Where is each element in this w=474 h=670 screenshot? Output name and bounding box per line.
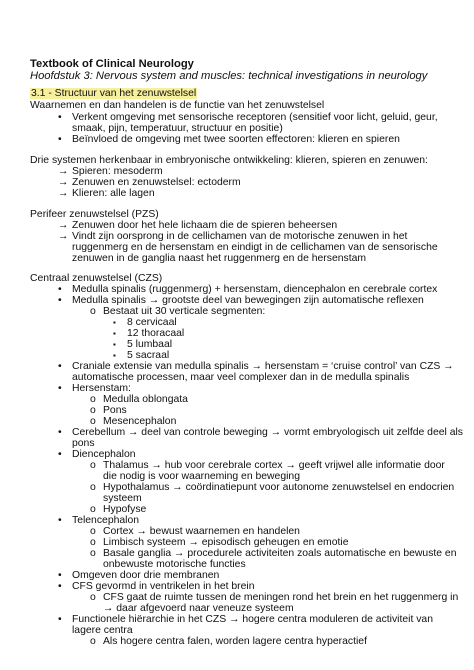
list-item: Hypofyse	[103, 504, 147, 515]
intro-text: Waarnemen en dan handelen is de functie van het zenuwstelsel	[30, 100, 325, 111]
paragraph: Perifeer zenuwstelsel (PZS)	[30, 209, 159, 220]
arrow-bullet-icon: →	[58, 220, 69, 231]
list-item: Verkent omgeving met sensorische receptoren (sensitief voor licht, geluid, geur,	[72, 112, 438, 123]
list-item: 8 cervicaal	[127, 317, 177, 328]
bullet-icon: •	[58, 383, 62, 394]
bullet-icon: •	[58, 112, 62, 123]
bullet-icon: •	[58, 361, 62, 372]
bullet-icon: •	[58, 427, 62, 438]
list-item: Diencephalon	[72, 449, 136, 460]
list-item: Thalamus → hub voor cerebrale cortex → geeft vrijwel alle informatie door	[103, 460, 445, 471]
bullet-icon: •	[58, 134, 62, 145]
list-item: Beïnvloed de omgeving met twee soorten effectoren: klieren en spieren	[72, 134, 400, 145]
paragraph: Centraal zenuwstelsel (CZS)	[30, 273, 163, 284]
list-item: CFS gaat de ruimte tussen de meningen rond het brein en het ruggenmerg in	[103, 592, 459, 603]
list-item: Bestaat uit 30 verticale segmenten:	[103, 306, 266, 317]
list-item-continuation: → daar afgevoerd naar veneuze systeem	[103, 603, 294, 614]
list-item: Medulla spinalis → grootste deel van bewegingen zijn automatische reflexen	[72, 295, 424, 306]
list-item-continuation: lagere centra	[72, 625, 133, 636]
section-heading: 3.1 - Structuur van het zenuwstelsel	[31, 88, 197, 99]
bullet-icon: •	[58, 581, 62, 592]
square-bullet-icon: ▪	[113, 318, 116, 327]
bullet-icon: •	[58, 295, 62, 306]
list-item: Omgeven door drie membranen	[72, 570, 220, 581]
arrow-bullet-icon: →	[58, 166, 69, 177]
circle-bullet-icon: o	[90, 526, 96, 537]
circle-bullet-icon: o	[90, 394, 96, 405]
circle-bullet-icon: o	[90, 460, 96, 471]
list-item: 5 sacraal	[127, 350, 170, 361]
bullet-icon: •	[58, 449, 62, 460]
list-item: Basale ganglia → procedurele activiteiten zoals automatische en bewuste en	[103, 548, 457, 559]
list-item-continuation: zenuwen in de ganglia naast het ruggenmerg en de hersenstam	[72, 253, 367, 264]
list-item: Cerebellum → deel van controle beweging → vormt embryologisch uit zelfde deel als	[72, 427, 463, 438]
square-bullet-icon: ▪	[113, 329, 116, 338]
bullet-icon: •	[58, 515, 62, 526]
list-item: Cortex → bewust waarnemen en handelen	[103, 526, 300, 537]
document-subtitle: Hoofdstuk 3: Nervous system and muscles: technical investigations in neurology	[30, 70, 428, 82]
list-item-continuation: smaak, pijn, temperatuur, structuur en positie)	[72, 123, 283, 134]
list-item: Limbisch systeem → episodisch geheugen en emotie	[103, 537, 349, 548]
square-bullet-icon: ▪	[113, 351, 116, 360]
list-item: Zenuwen en zenuwstelsel: ectoderm	[72, 177, 241, 188]
list-item-continuation: systeem	[103, 493, 142, 504]
list-item: 12 thoracaal	[127, 328, 185, 339]
list-item-continuation: automatische processen, maar veel complexer dan in de medulla spinalis	[72, 372, 410, 383]
circle-bullet-icon: o	[90, 537, 96, 548]
list-item: 5 lumbaal	[127, 339, 173, 350]
list-item: Craniale extensie van medulla spinalis → hersenstam = ‘cruise control’ van CZS →	[72, 361, 454, 372]
list-item: Pons	[103, 405, 127, 416]
list-item: Medulla oblongata	[103, 394, 188, 405]
paragraph: Drie systemen herkenbaar in embryonische ontwikkeling: klieren, spieren en zenuwen:	[30, 155, 428, 166]
list-item: Medulla spinalis (ruggenmerg) + hersenstam, diencephalon en cerebrale cortex	[72, 284, 438, 295]
bullet-icon: •	[58, 570, 62, 581]
circle-bullet-icon: o	[90, 405, 96, 416]
list-item: CFS gevormd in ventrikelen in het brein	[72, 581, 255, 592]
list-item-continuation: ruggenmerg en de hersenstam en eindigt in de cellichamen van de sensorische	[72, 242, 438, 253]
circle-bullet-icon: o	[90, 636, 96, 647]
list-item: Hersenstam:	[72, 383, 131, 394]
list-item: Spieren: mesoderm	[72, 166, 163, 177]
circle-bullet-icon: o	[90, 416, 96, 427]
arrow-bullet-icon: →	[58, 231, 69, 242]
list-item: Als hogere centra falen, worden lagere centra hyperactief	[103, 636, 367, 647]
arrow-bullet-icon: →	[58, 177, 69, 188]
circle-bullet-icon: o	[90, 306, 96, 317]
list-item-continuation: pons	[72, 438, 95, 449]
square-bullet-icon: ▪	[113, 340, 116, 349]
circle-bullet-icon: o	[90, 504, 96, 515]
list-item: Functionele hiërarchie in het CZS → hogere centra moduleren de activiteit van	[72, 614, 433, 625]
list-item: Hypothalamus → coördinatiepunt voor autonome zenuwstelsel en endocrien	[103, 482, 455, 493]
list-item: Klieren: alle lagen	[72, 188, 155, 199]
arrow-bullet-icon: →	[58, 188, 69, 199]
document-title: Textbook of Clinical Neurology	[30, 58, 194, 70]
circle-bullet-icon: o	[90, 482, 96, 493]
bullet-icon: •	[58, 614, 62, 625]
list-item: Telencephalon	[72, 515, 140, 526]
bullet-icon: •	[58, 284, 62, 295]
circle-bullet-icon: o	[90, 548, 96, 559]
circle-bullet-icon: o	[90, 592, 96, 603]
list-item: Mesencephalon	[103, 416, 177, 427]
list-item: Zenuwen door het hele lichaam die de spieren beheersen	[72, 220, 338, 231]
list-item: Vindt zijn oorsprong in de cellichamen van de motorische zenuwen in het	[72, 231, 408, 242]
list-item-continuation: onbewuste motorische functies	[103, 559, 246, 570]
list-item-continuation: die nodig is voor waarneming en beweging	[103, 471, 300, 482]
